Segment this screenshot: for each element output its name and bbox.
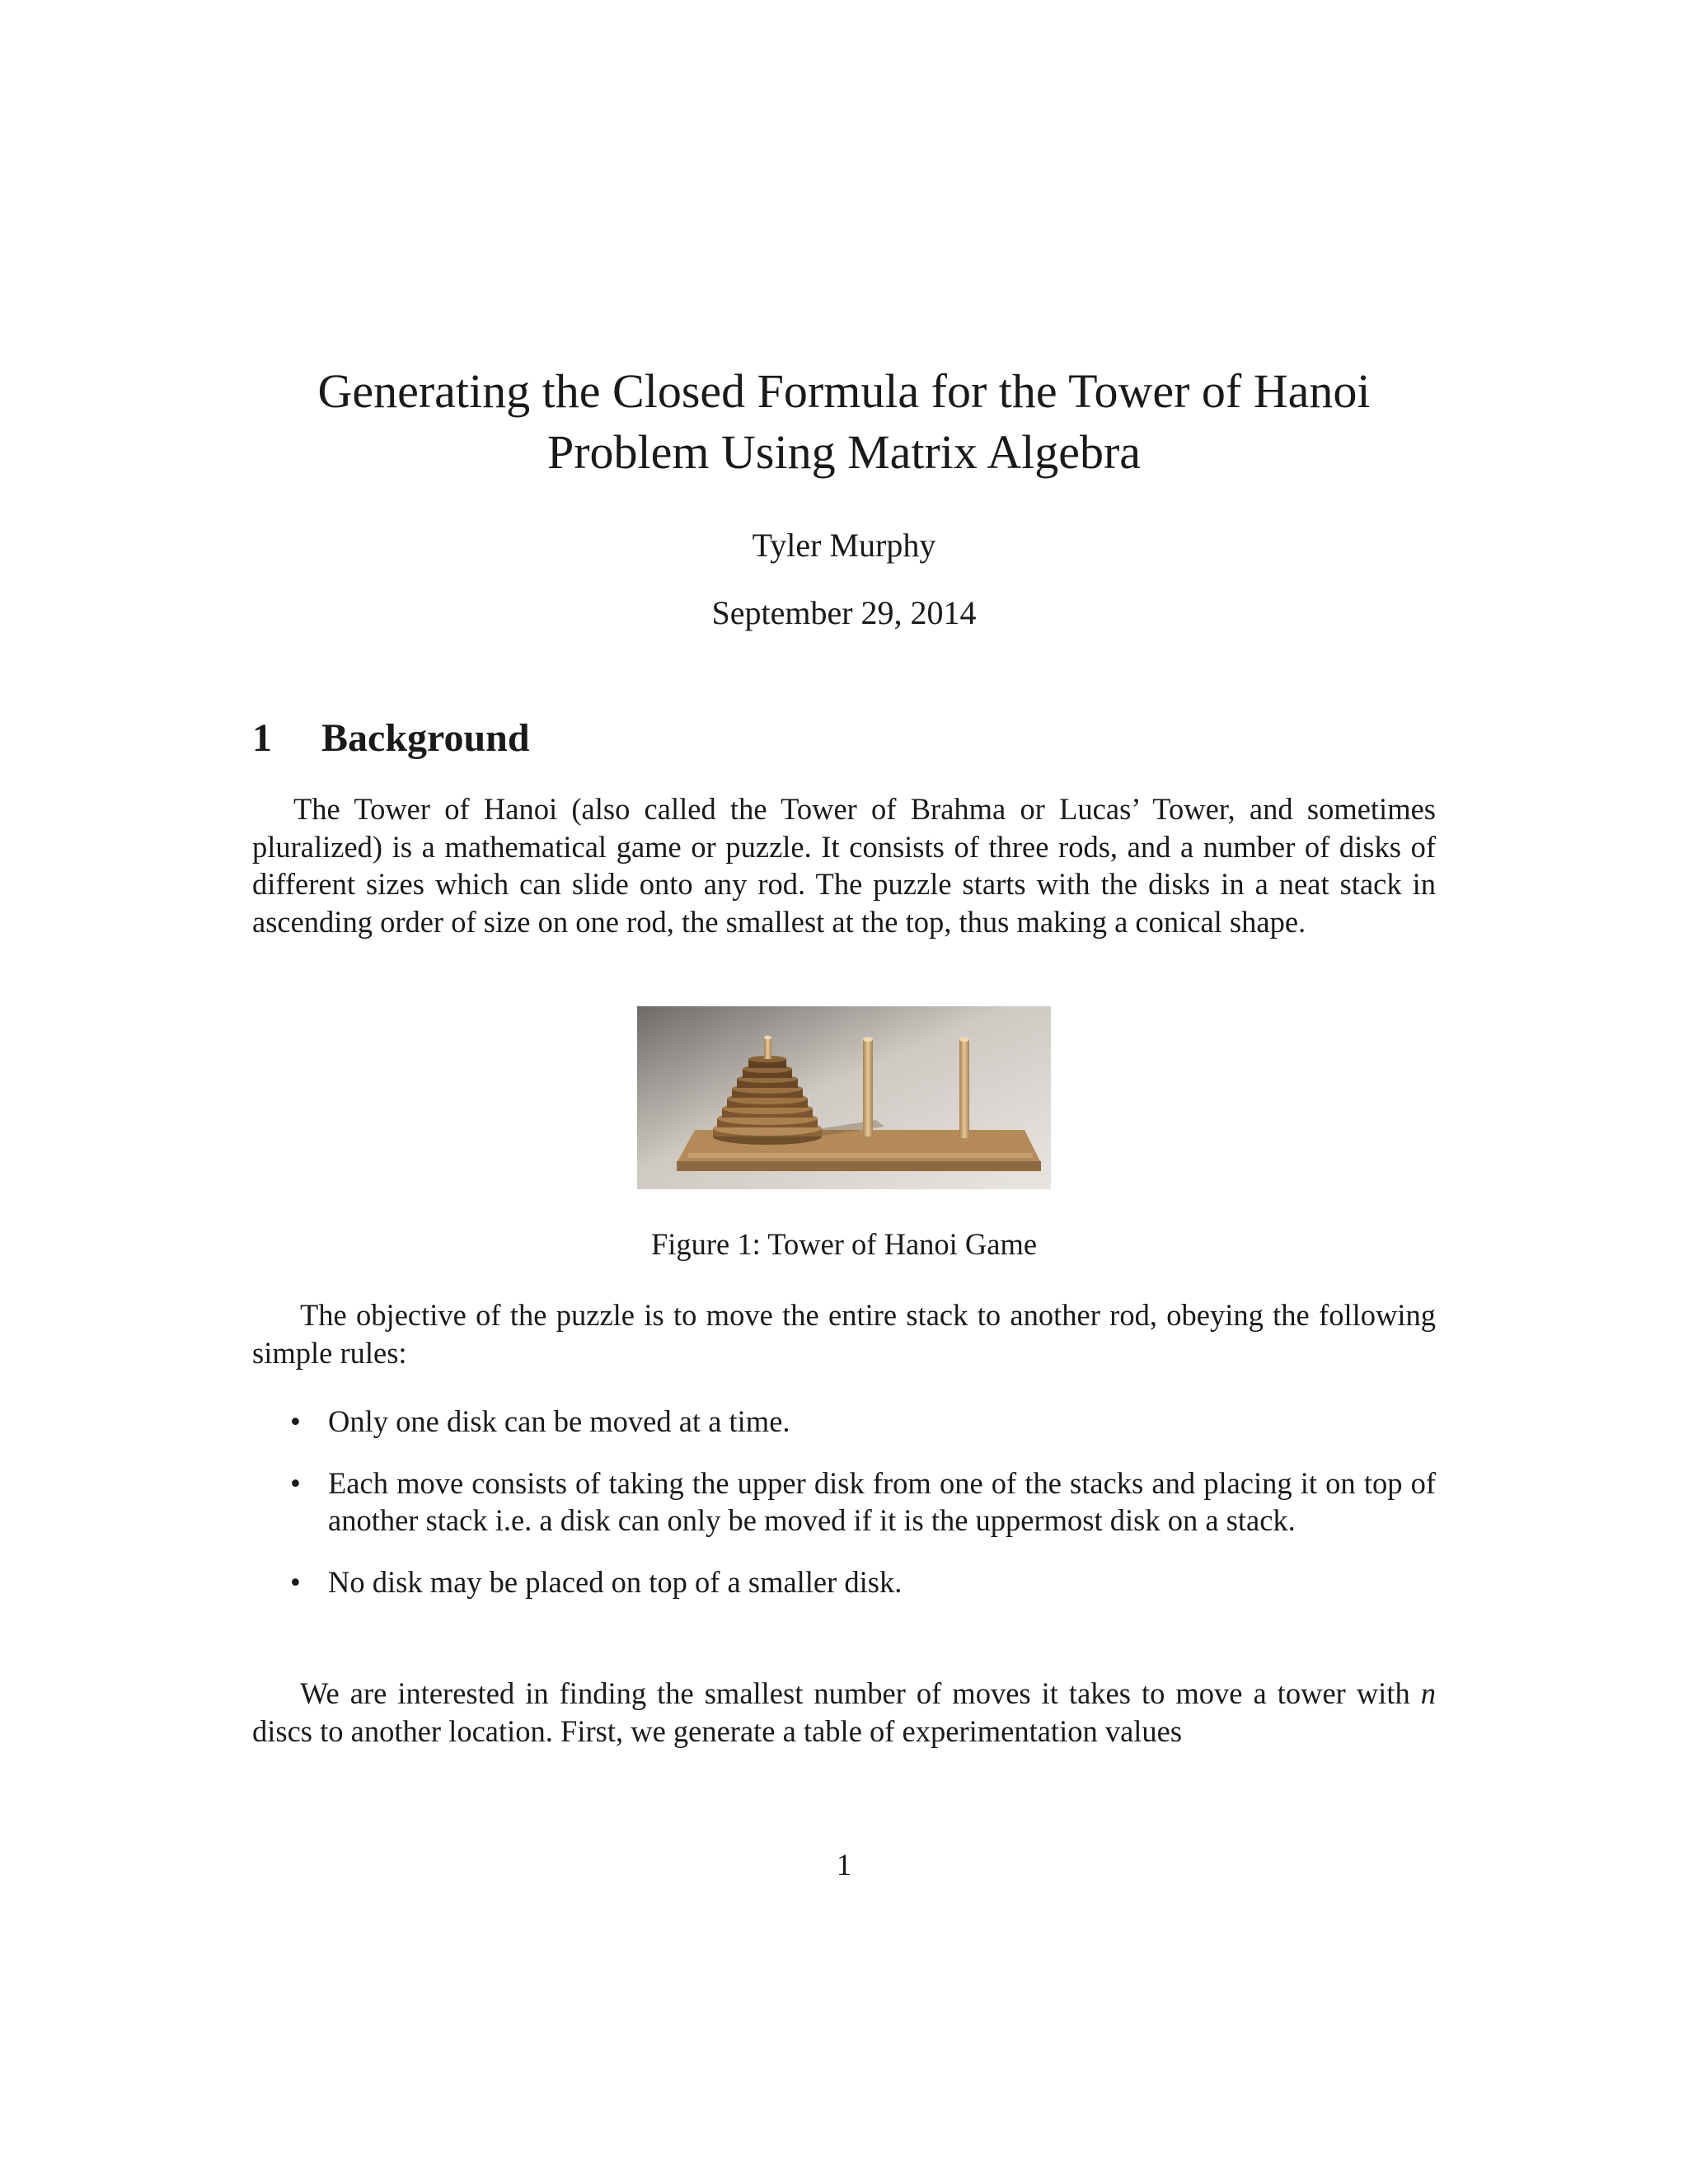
interest-text-start: We are interested in finding the smallest number of moves it takes to move a tower with <box>300 1676 1421 1710</box>
rule-text: No disk may be placed on top of a smaller disk. <box>328 1564 903 1599</box>
section-title: Background <box>321 716 530 760</box>
section-number: 1 <box>252 716 272 760</box>
page-number: 1 <box>836 1848 852 1882</box>
bullet-icon: • <box>290 1564 301 1599</box>
rule-item <box>290 1403 1436 1441</box>
interest-paragraph <box>252 1675 1436 1750</box>
paper-title <box>165 361 1523 483</box>
rule-item <box>290 1465 1436 1540</box>
rules-list <box>290 1403 1436 1601</box>
tower-of-hanoi-figure <box>637 1006 1051 1189</box>
tower-of-hanoi-photo <box>637 1006 1051 1189</box>
bullet-icon: • <box>290 1404 301 1438</box>
title-line-1: Generating the Closed Formula for the Tower of Hanoi <box>317 364 1371 418</box>
interest-text-end: discs to another location. First, we generate a table of experimentation values <box>252 1713 1183 1748</box>
figure-caption: Figure 1: Tower of Hanoi Game <box>650 1227 1038 1261</box>
bullet-icon: • <box>290 1465 301 1500</box>
author-name: Tyler Murphy <box>752 527 936 564</box>
title-line-2: Problem Using Matrix Algebra <box>546 425 1142 479</box>
publication-date: September 29, 2014 <box>711 594 977 631</box>
variable-n: n <box>1420 1676 1436 1710</box>
intro-paragraph: The Tower of Hanoi (also called the Tower of Brahma or Lucas’ Tower, and sometimes pluralized) is a mathematical game or puzzle. It consists of three rods, and a number of disks of different sizes which can slide onto any rod. The puzzle starts with the disks in a neat stack in ascending order of size on one rod, the smallest at the top, thus making a conical shape. <box>252 792 1436 939</box>
rule-item <box>290 1563 1436 1601</box>
objective-paragraph: The objective of the puzzle is to move the entire stack to another rod, obeying the following simple rules: <box>252 1298 1436 1370</box>
rule-text: Each move consists of taking the upper disk from one of the stacks and placing it on top of another stack i.e. a disk can only be moved if it is the uppermost disk on a stack. <box>328 1465 1436 1537</box>
section-heading <box>252 714 530 763</box>
rule-text: Only one disk can be moved at a time. <box>328 1404 790 1438</box>
